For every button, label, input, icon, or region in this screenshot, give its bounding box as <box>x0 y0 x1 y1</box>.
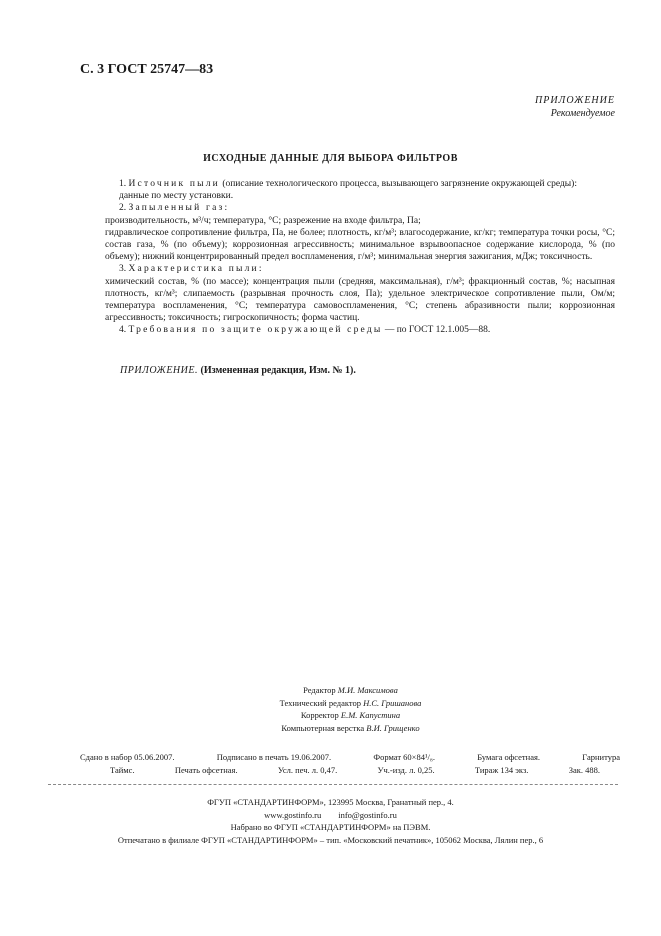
item-4-heading: Требования по защите окружающей среды <box>128 325 383 336</box>
item-3-heading: Характеристика пыли: <box>128 264 264 275</box>
item-1 <box>105 178 615 190</box>
editor-role: Редактор <box>303 685 338 695</box>
publisher-contacts <box>0 809 661 822</box>
item-2-paragraph-1: производительность, м³/ч; температура, °С; разрежение на входе фильтра, Па; <box>105 215 421 226</box>
item-1-line-2: данные по месту установки. <box>119 191 234 202</box>
amendment-note-bold: (Измененная редакция, Изм. № 1). <box>198 365 356 376</box>
paper: Бумага офсетная. <box>477 752 540 762</box>
print-sign-date: Подписано в печать 19.06.2007. <box>216 752 332 762</box>
publishing-sheets: Уч.-изд. л. 0,25. <box>377 764 435 775</box>
typeface: Таймс. <box>110 764 135 775</box>
editor-name: М.И. Максимова <box>337 685 398 695</box>
page-header: С. 3 ГОСТ 25747—83 <box>80 62 214 77</box>
item-2 <box>105 202 615 214</box>
layout-line <box>0 722 661 735</box>
publication-row-1 <box>80 751 620 764</box>
website-link[interactable]: www.gostinfo.ru <box>264 809 322 820</box>
item-1-text: (описание технологического процесса, вызывающего загрязнение окружающей среды): <box>219 179 577 189</box>
appendix-status: Рекомендуемое <box>550 108 615 119</box>
typeface-label: Гарнитура <box>582 752 620 762</box>
layout-name: В.И. Грищенко <box>366 722 420 733</box>
printing-note: Отпечатано в филиале ФГУП «СТАНДАРТИНФОРМ» – тип. «Московский печатник», 105062 Москва, Лялин пер., 6 <box>117 834 544 845</box>
divider <box>48 784 618 785</box>
appendix-label-block <box>535 94 615 120</box>
editors-block <box>0 684 661 734</box>
technical-editor-name: Н.С. Гришанова <box>363 697 422 708</box>
proofreader-role: Корректор <box>300 710 341 720</box>
layout-role: Компьютерная верстка <box>281 722 367 733</box>
item-1-number: 1. <box>119 179 127 189</box>
conventional-sheets: Усл. печ. л. 0,47. <box>277 764 338 775</box>
technical-editor-line <box>0 697 661 710</box>
proofreader-name: Е.М. Капустина <box>340 710 401 720</box>
typesetting-note: Набрано во ФГУП «СТАНДАРТИНФОРМ» на ПЭВМ. <box>230 822 431 832</box>
item-4-number: 4. <box>119 325 127 336</box>
publication-row-2 <box>80 764 620 777</box>
item-1-heading: Источник пыли <box>128 179 220 189</box>
typeset-date: Сдано в набор 05.06.2007. <box>80 752 175 762</box>
item-2-heading: Запыленный газ: <box>128 203 230 214</box>
appendix-label: ПРИЛОЖЕНИЕ <box>535 95 615 106</box>
item-3 <box>105 263 615 275</box>
proofreader-line <box>0 709 661 722</box>
imprint-footer <box>0 796 661 846</box>
item-2-paragraph-2: гидравлическое сопротивление фильтра, Па, не более; плотность, кг/м³; влагосодержание, кг/кг; температура точки росы, °С; состав газа, % (по объему); коррозионная агрессивность; минимальное взрывоопасное содержание кислорода, % (по объему); нижний концентрированный предел воспламенения, г/м³; минимальная энергия зажигания, мДж; токсичность. <box>105 227 615 263</box>
item-3-paragraph-1: химический состав, % (по массе); концентрация пыли (средняя, максимальная), г/м³; фракционный состав, %; насыпная плотность, кг/м³; слипаемость (разрывная прочность слоя, Па); удельное электрическое сопротивление пыли, Ом/м; температура воспламенения, °С; температура самовоспламенения, °С; степень абразивности пыли; коррозионная агрессивность; токсичность; гигроскопичность; форма частиц. <box>105 276 615 324</box>
publication-info <box>80 751 620 776</box>
item-4-text: — по ГОСТ 12.1.005—88. <box>382 325 491 336</box>
order-number: Зак. 488. <box>568 764 600 775</box>
item-3-number: 3. <box>119 264 127 275</box>
amendment-note-italic: ПРИЛОЖЕНИЕ. <box>120 365 198 376</box>
item-2-number: 2. <box>119 203 127 214</box>
publisher-address: ФГУП «СТАНДАРТИНФОРМ», 123995 Москва, Гранатный пер., 4. <box>207 797 454 807</box>
document-body <box>105 178 615 337</box>
technical-editor-role: Технический редактор <box>279 697 364 708</box>
editor-line <box>0 684 661 697</box>
email-link[interactable]: info@gostinfo.ru <box>338 809 397 820</box>
print-type: Печать офсетная. <box>174 764 238 775</box>
amendment-note <box>120 365 356 376</box>
item-4 <box>105 324 615 336</box>
format: Формат 60×84¹/₈. <box>373 752 435 762</box>
section-title: ИСХОДНЫЕ ДАННЫЕ ДЛЯ ВЫБОРА ФИЛЬТРОВ <box>203 153 458 164</box>
print-run: Тираж 134 экз. <box>474 764 529 775</box>
